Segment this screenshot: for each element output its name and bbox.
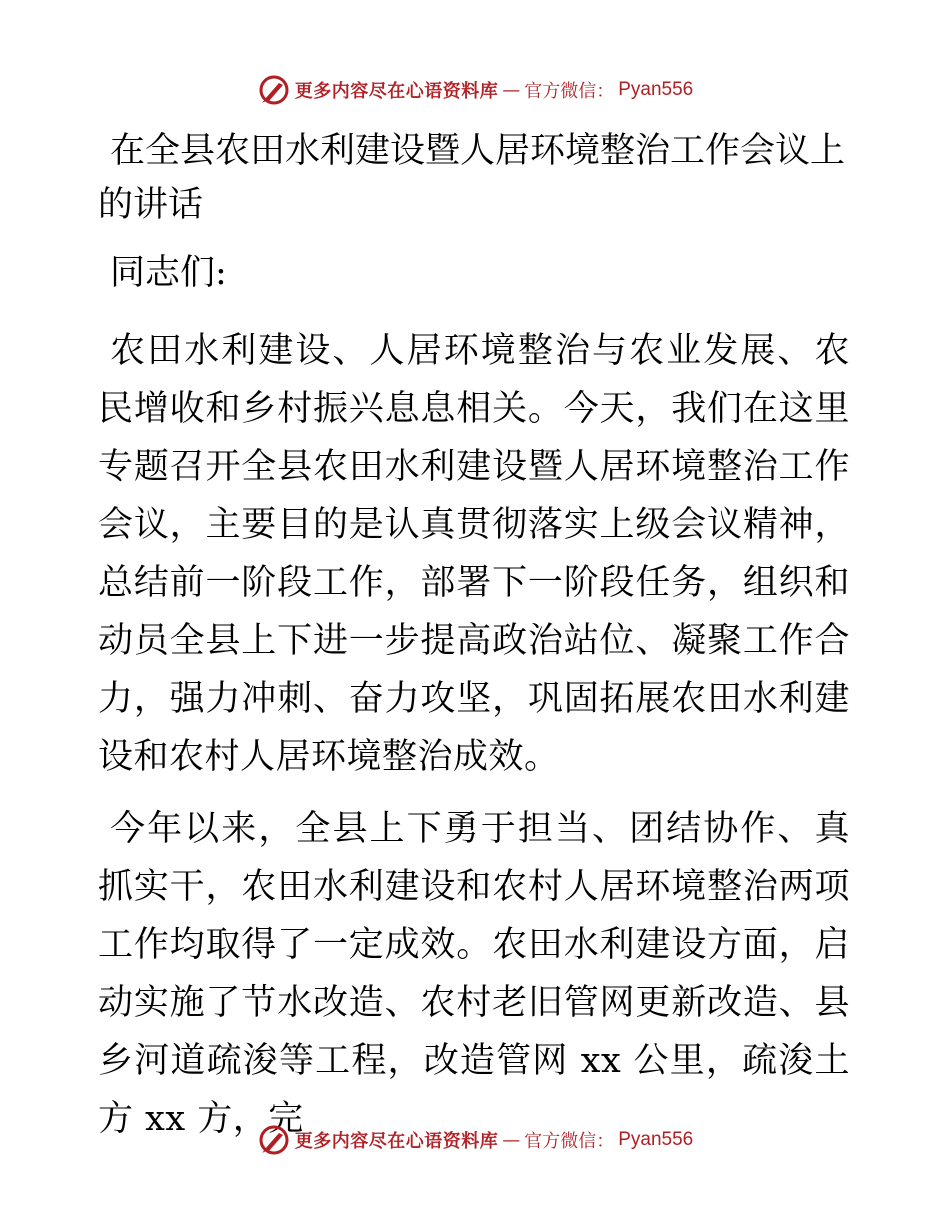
banner-wechat-label: 官方微信：	[524, 81, 615, 102]
banner-text: 更多内容尽在心语资料库	[294, 81, 499, 102]
pen-logo-icon	[257, 73, 291, 107]
pen-logo-icon	[257, 1123, 291, 1157]
banner-wechat-id: Pyan556	[618, 79, 694, 100]
document-title: 在全县农田水利建设暨人居环境整治工作会议上的讲话	[98, 131, 846, 225]
banner-separator: —	[502, 1129, 521, 1151]
salutation: 同志们:	[110, 253, 227, 293]
banner-separator: —	[502, 79, 521, 101]
banner-wechat-label: 官方微信：	[524, 1131, 615, 1152]
document-body	[98, 124, 850, 1162]
paragraph: 农田水利建设、人居环境整治与农业发展、农民增收和乡村振兴息息相关。今天，我们在这里专题召开全县农田水利建设暨人居环境整治工作会议，主要目的是认真贯彻落实上级会议精神，总结前一阶段工作，部署下一阶段任务，组织和动员全县上下进一步提高政治站位、凝聚工作合力，强力冲刺、奋力攻坚，巩固拓展农田水利建设和农村人居环境整治成效。	[98, 331, 850, 777]
banner-text: 更多内容尽在心语资料库	[294, 1131, 499, 1152]
paragraph: 今年以来，全县上下勇于担当、团结协作、真抓实干，农田水利建设和农村人居环境整治两项工作均取得了一定成效。农田水利建设方面，启动实施了节水改造、农村老旧管网更新改造、县乡河道疏浚等工程，改造管网 xx 公里，疏浚土方 xx 方，完	[98, 809, 850, 1139]
header-banner	[0, 68, 950, 112]
banner-wechat-id: Pyan556	[618, 1129, 694, 1150]
footer-banner	[0, 1118, 950, 1162]
